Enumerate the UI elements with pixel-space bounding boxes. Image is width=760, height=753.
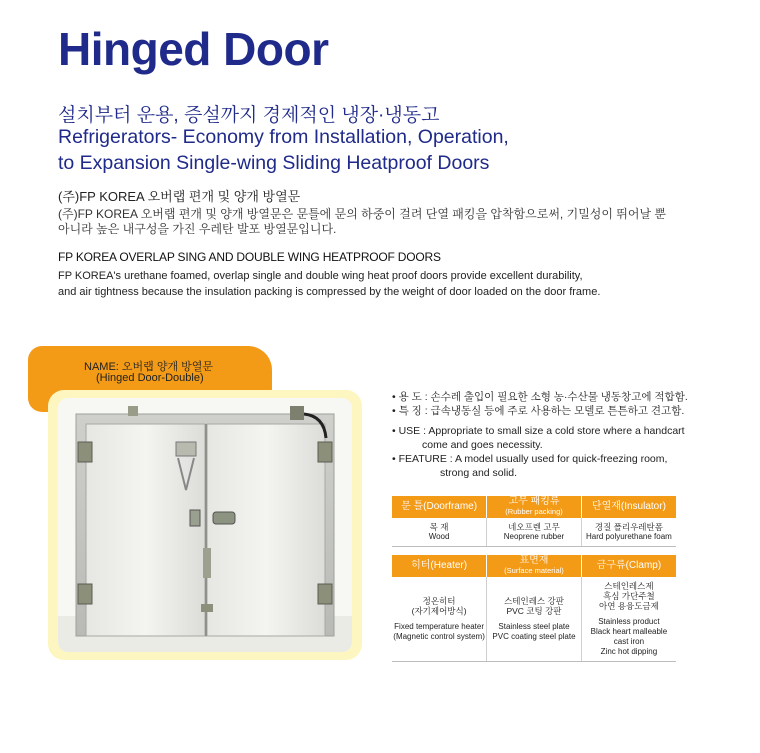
feature-korean: • 특 징 : 급속냉동실 등에 주로 사용하는 모델로 튼튼하고 견고함. <box>392 405 685 417</box>
cell-rubber-packing: 네오프렌 고무 Neoprene rubber <box>487 518 582 547</box>
product-photo <box>58 398 352 652</box>
subtitle-english <box>58 124 509 176</box>
header-doorframe: 문 틀(Doorframe) <box>392 496 487 518</box>
header-surface-material: 표면재 (Surface material) <box>487 555 582 577</box>
cell-heater: 정온히터 (자기제어방식) Fixed temperature heater (Magnetic control system) <box>392 577 487 662</box>
korean-section-body: (주)FP KOREA 오버랩 편개 및 양개 방열문은 문틀에 문의 하중이 걸려 단열 패킹을 압착함으로써, 기밀성이 뛰어날 뿐 아니라 높은 내구성을 가진 우레탄 발포 방열문입니다. <box>58 207 667 236</box>
cell-doorframe: 목 재 Wood <box>392 518 487 547</box>
header-insulator: 단열재(Insulator) <box>581 496 676 518</box>
spec-table-materials <box>392 496 676 547</box>
product-name-line-2: (Hinged Door-Double) <box>96 372 204 384</box>
subtitle-english-line-1: Refrigerators- Economy from Installation, Operation, <box>58 126 509 148</box>
english-body-line-1: FP KOREA's urethane foamed, overlap single and double wing heat proof doors provide excellent durability, <box>58 270 583 282</box>
feature-english-line-2: strong and solid. <box>440 467 518 479</box>
product-name-line-1: NAME: 오버랩 양개 방열문 <box>84 361 214 373</box>
cell-clamp: 스테인레스제 흑심 가단주철 아연 용융도금제 Stainless product Black heart malleable cast iron Zinc hot dipping <box>581 577 676 662</box>
subtitle-english-line-2: to Expansion Single-wing Sliding Heatproof Doors <box>58 152 490 174</box>
cell-insulator: 경질 폴리우레탄폼 Hard polyurethane foam <box>581 518 676 547</box>
feature-english-line-1: • FEATURE : A model usually used for quick-freezing room, <box>392 453 668 465</box>
spec-table-components <box>392 555 676 662</box>
page-title: Hinged Door <box>58 23 329 75</box>
english-body-line-2: and air tightness because the insulation packing is compressed by the weight of door loaded on the door frame. <box>58 286 601 298</box>
header-clamp: 금구류(Clamp) <box>581 555 676 577</box>
header-rubber-packing: 고무 패킹류 (Rubber packing) <box>487 496 582 518</box>
header-heater: 히터(Heater) <box>392 555 487 577</box>
use-korean: • 용 도 : 손수레 출입이 필요한 소형 농·수산물 냉동창고에 적합함. <box>392 391 688 403</box>
product-photo-frame <box>48 390 362 660</box>
use-english-line-1: • USE : Appropriate to small size a cold store where a handcart <box>392 425 685 437</box>
double-hinged-door-illustration <box>58 398 352 652</box>
feature-list <box>392 390 688 480</box>
cell-surface-material: 스테인레스 강판 PVC 코팅 강판 Stainless steel plate PVC coating steel plate <box>487 577 582 662</box>
subtitle-korean: 설치부터 운용, 증설까지 경제적인 냉장·냉동고 <box>58 105 440 126</box>
use-english-line-2: come and goes necessity. <box>422 439 543 451</box>
english-section-body <box>58 268 718 300</box>
english-section-title: FP KOREA OVERLAP SING AND DOUBLE WING HEATPROOF DOORS <box>58 250 441 264</box>
korean-section-title: (주)FP KOREA 오버랩 편개 및 양개 방열문 <box>58 189 301 204</box>
